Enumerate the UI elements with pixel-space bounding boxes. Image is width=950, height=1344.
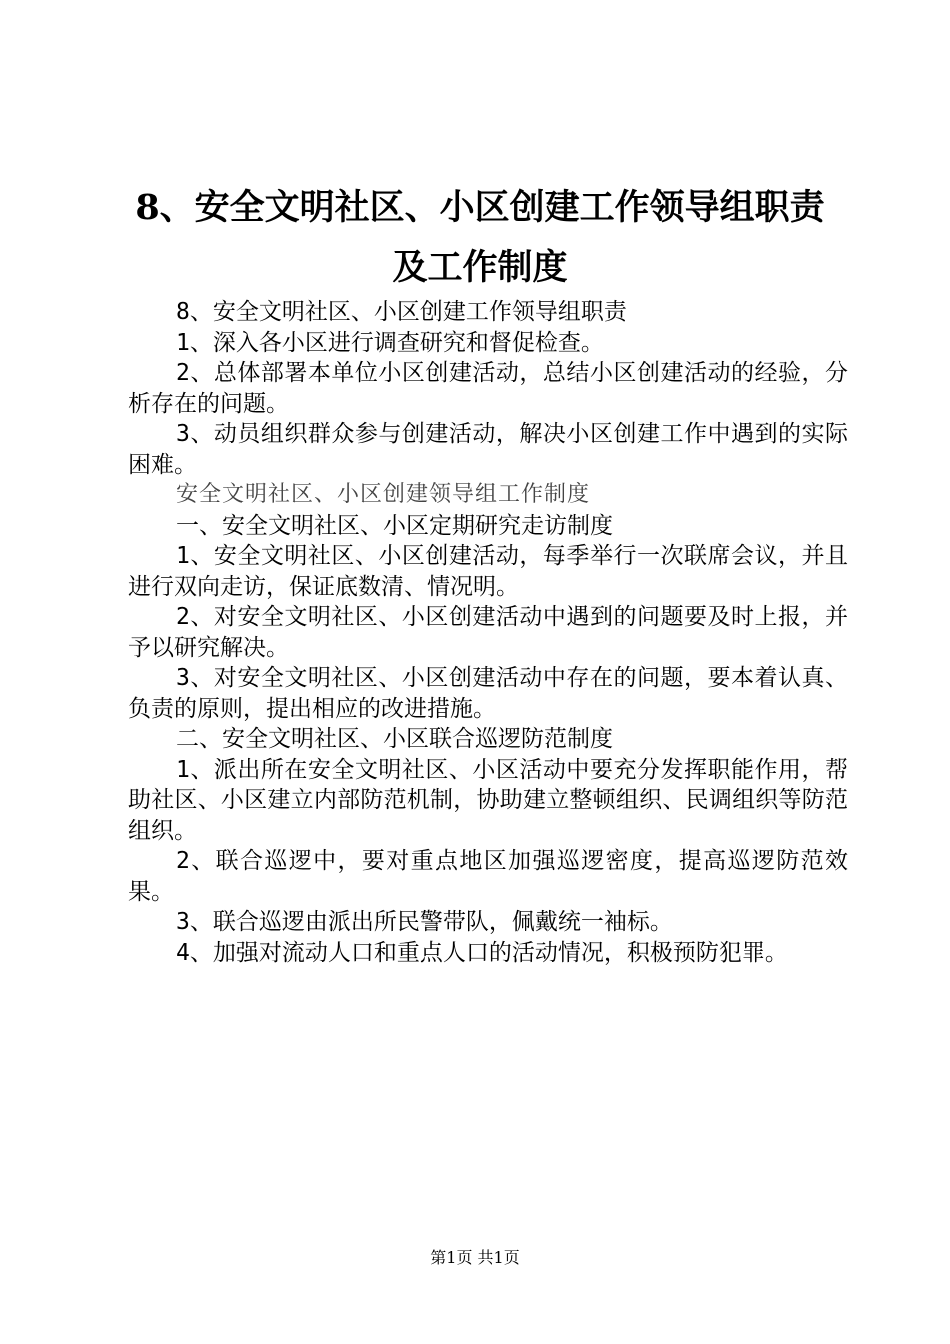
paragraph-section-heading: 一、安全文明社区、小区定期研究走访制度 (176, 512, 613, 539)
paragraph: 1、安全文明社区、小区创建活动，每季举行一次联席会议，并且进行双向走访，保证底数清、情况明。 (128, 543, 848, 600)
paragraph: 1、深入各小区进行调查研究和督促检查。 (176, 329, 604, 356)
paragraph: 3、联合巡逻由派出所民警带队，佩戴统一袖标。 (176, 909, 673, 935)
paragraph: 3、对安全文明社区、小区创建活动中存在的问题，要本着认真、负责的原则，提出相应的改进措施。 (128, 665, 848, 722)
paragraph-section-heading: 二、安全文明社区、小区联合巡逻防范制度 (176, 726, 613, 752)
document-title-line-1: 8、安全文明社区、小区创建工作领导组职责 (135, 187, 825, 228)
paragraph: 1、派出所在安全文明社区、小区活动中要充分发挥职能作用，帮助社区、小区建立内部防范机制，协助建立整顿组织、民调组织等防范组织。 (128, 756, 848, 844)
document-title-line-2: 及工作制度 (392, 247, 568, 288)
document-body (128, 297, 848, 968)
paragraph: 2、联合巡逻中，要对重点地区加强巡逻密度，提高巡逻防范效果。 (128, 848, 848, 905)
paragraph: 3、动员组织群众参与创建活动，解决小区创建工作中遇到的实际困难。 (128, 421, 848, 478)
paragraph: 2、总体部署本单位小区创建活动，总结小区创建活动的经验，分析存在的问题。 (128, 360, 848, 417)
paragraph: 4、加强对流动人口和重点人口的活动情况，积极预防犯罪。 (176, 939, 788, 966)
paragraph: 2、对安全文明社区、小区创建活动中遇到的问题要及时上报，并予以研究解决。 (128, 604, 848, 661)
page-number-footer: 第1页 共1页 (430, 1248, 520, 1267)
paragraph-section-heading: 8、安全文明社区、小区创建工作领导组职责 (176, 299, 627, 325)
paragraph-subtitle: 安全文明社区、小区创建领导组工作制度 (176, 482, 591, 507)
